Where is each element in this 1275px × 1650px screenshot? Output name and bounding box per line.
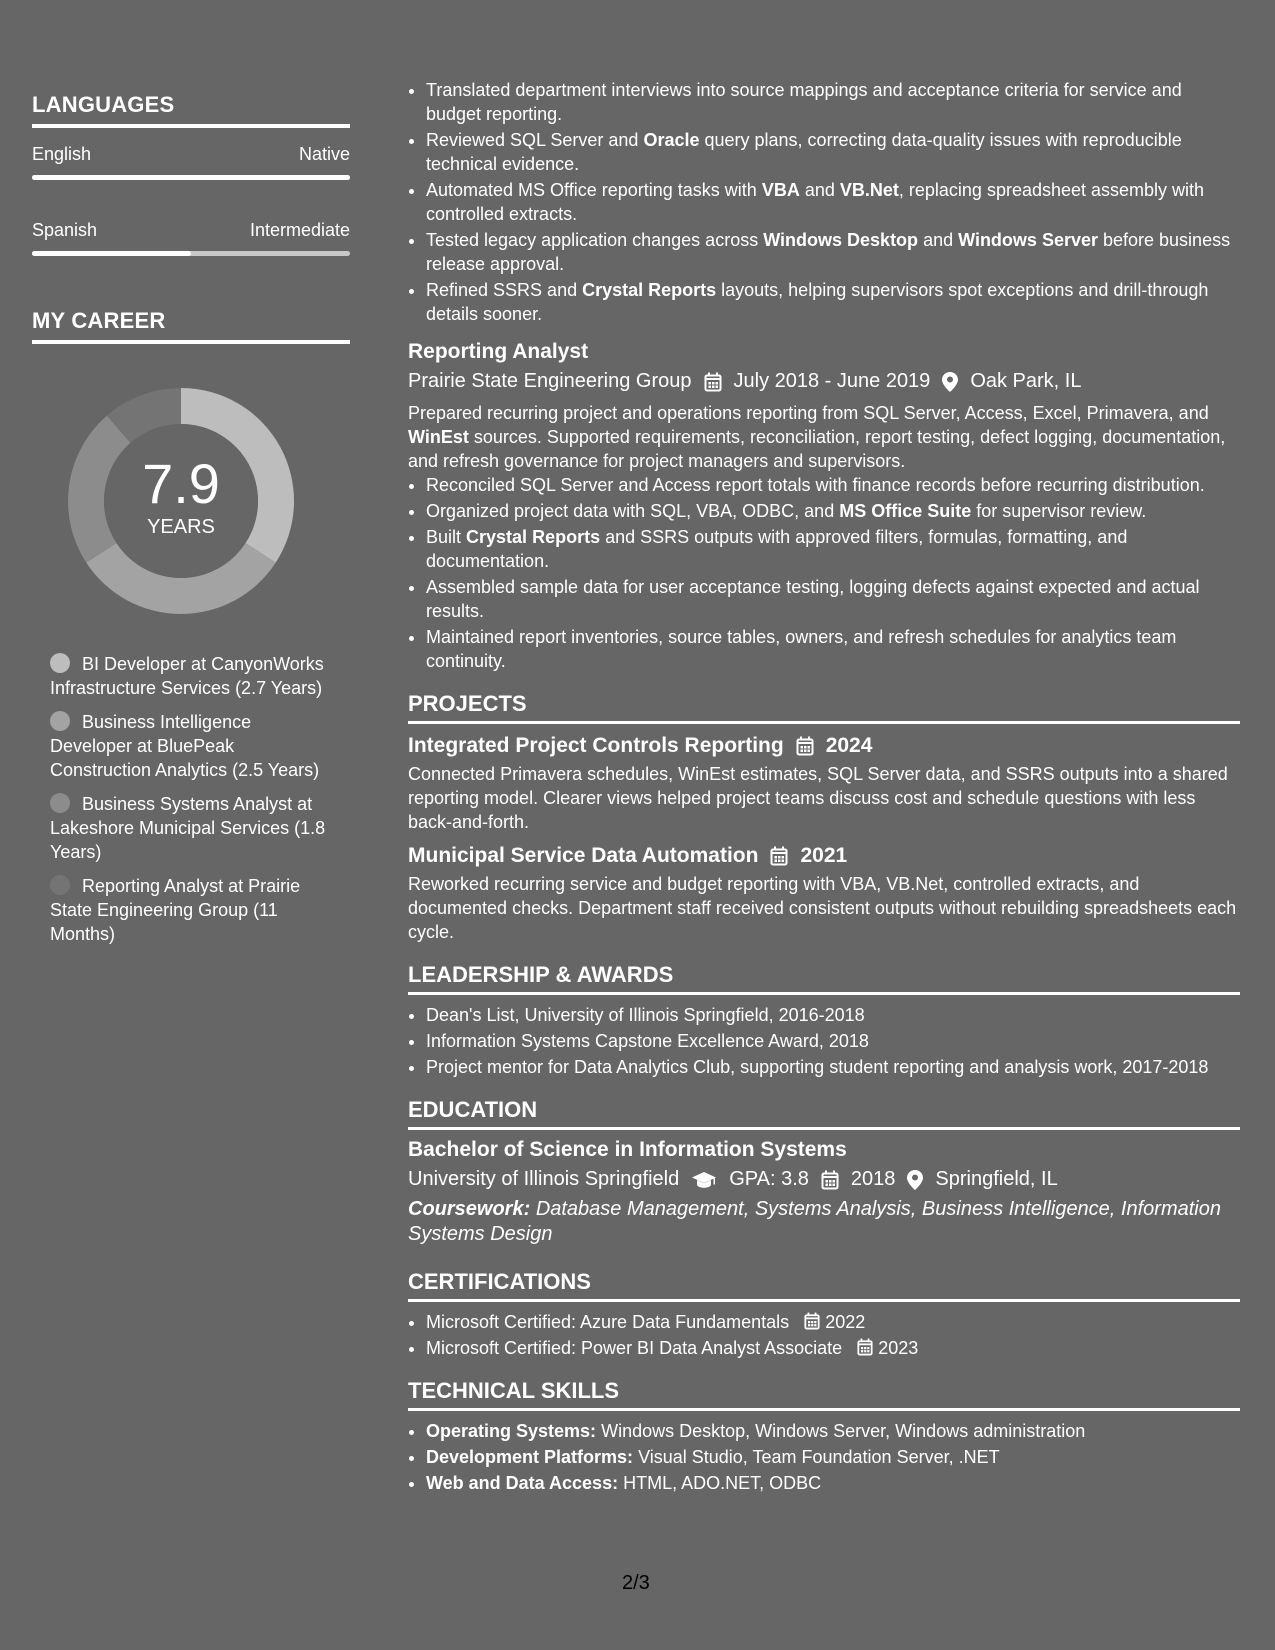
career-item (50, 652, 335, 700)
school-name: University of Illinois Springfield (408, 1168, 680, 1190)
education-meta (408, 1168, 1240, 1191)
job-location: Oak Park, IL (970, 370, 1082, 392)
project-description: Reworked recurring service and budget reporting with VBA, VB.Net, controlled extracts, and documented checks. Department staff received consistent outputs without rebuilding spreadsheets each cycle. (408, 874, 1237, 942)
career-total-label: YEARS (147, 516, 215, 538)
award-item: • Information Systems Capstone Excellence Award, 2018 (426, 1029, 1240, 1053)
coursework-label: Coursework: (408, 1198, 531, 1220)
language-bar-fill (32, 175, 350, 180)
job-meta (408, 370, 1240, 393)
legend-dot (50, 653, 70, 673)
language-spanish (32, 220, 350, 256)
coursework-list: Database Management, Systems Analysis, Business Intelligence, Information Systems Design (408, 1198, 1221, 1245)
certifications-heading: CERTIFICATIONS (408, 1269, 1240, 1302)
job-dates: July 2018 - June 2019 (733, 370, 931, 392)
career-donut-chart (66, 386, 296, 616)
language-english (32, 144, 350, 180)
skill-item (426, 1445, 1240, 1469)
skill-item (426, 1471, 1240, 1495)
project-item (408, 734, 1240, 834)
gpa: GPA: 3.8 (729, 1168, 809, 1190)
location-pin-icon (942, 372, 958, 392)
career-item (50, 710, 335, 782)
education-heading: EDUCATION (408, 1097, 1240, 1130)
bullet-item: • Tested legacy application changes across Windows Desktop and Windows Server before business release approval. (426, 228, 1240, 276)
legend-dot (50, 875, 70, 895)
career-item-text: BI Developer at CanyonWorks Infrastructure Services (2.7 Years) (50, 654, 324, 698)
bullet-item: • Translated department interviews into source mappings and acceptance criteria for service and budget reporting. (426, 78, 1240, 126)
bullet-item: • Built Crystal Reports and SSRS outputs with approved filters, formulas, formatting, and documentation. (426, 525, 1240, 573)
certification-year: 2023 (878, 1338, 919, 1358)
page-number: 2/3 (622, 1572, 650, 1594)
career-total-years: 7.9 (142, 452, 220, 515)
certification-item (426, 1310, 1240, 1334)
skill-label: Web and Data Access: (426, 1473, 619, 1493)
bullet-item: • Maintained report inventories, source tables, owners, and refresh schedules for analytics team continuity. (426, 625, 1240, 673)
certification-name: Microsoft Certified: Power BI Data Analyst Associate (426, 1338, 843, 1358)
graduation-cap-icon (691, 1171, 717, 1189)
certifications-list (408, 1310, 1240, 1360)
calendar-icon (804, 1312, 820, 1330)
career-total (66, 386, 296, 539)
award-item: • Project mentor for Data Analytics Club, supporting student reporting and analysis work, 2017-2018 (426, 1055, 1240, 1079)
language-name: Spanish (32, 220, 98, 240)
calendar-icon (857, 1338, 873, 1356)
calendar-icon (796, 736, 814, 756)
bullet-item: • Assembled sample data for user acceptance testing, logging defects against expected and actual results. (426, 575, 1240, 623)
languages-heading: LANGUAGES (32, 92, 350, 128)
language-bar (32, 175, 350, 180)
project-year: 2021 (800, 844, 848, 867)
calendar-icon (770, 846, 788, 866)
graduation-year: 2018 (850, 1168, 896, 1190)
bullet-item: • Organized project data with SQL, VBA, ODBC, and MS Office Suite for supervisor review. (426, 499, 1240, 523)
career-item-text: Reporting Analyst at Prairie State Engineering Group (11 Months) (50, 876, 301, 944)
project-title: Municipal Service Data Automation (408, 844, 759, 867)
project-year: 2024 (825, 734, 873, 757)
skills-list (408, 1419, 1240, 1495)
career-list (50, 652, 335, 946)
sidebar (32, 92, 350, 956)
job-company: Prairie State Engineering Group (408, 370, 692, 392)
skill-value: Windows Desktop, Windows Server, Windows administration (601, 1421, 1086, 1441)
degree-title: Bachelor of Science in Information Systems (408, 1138, 847, 1161)
job-summary: Prepared recurring project and operations reporting from SQL Server, Access, Excel, Primavera, and WinEst sources. Supported requirements, reconciliation, report testing, defect logging, documentation, and refresh governance for project managers and supervisors. (408, 403, 1226, 471)
skill-value: HTML, ADO.NET, ODBC (623, 1473, 822, 1493)
skill-value: Visual Studio, Team Foundation Server, .NET (638, 1447, 1000, 1467)
skill-label: Operating Systems: (426, 1421, 597, 1441)
certification-name: Microsoft Certified: Azure Data Fundamentals (426, 1312, 790, 1332)
skill-item (426, 1419, 1240, 1443)
career-item-text: Business Systems Analyst at Lakeshore Municipal Services (1.8 Years) (50, 794, 326, 862)
project-description: Connected Primavera schedules, WinEst estimates, SQL Server data, and SSRS outputs into a shared reporting model. Clearer views helped project teams discuss cost and schedule questions with less back-and-forth. (408, 764, 1228, 832)
language-name: English (32, 144, 92, 164)
language-level: Native (298, 144, 350, 164)
skills-heading: TECHNICAL SKILLS (408, 1378, 1240, 1411)
calendar-icon (704, 372, 722, 392)
school-location: Springfield, IL (935, 1168, 1058, 1190)
career-heading: MY CAREER (32, 308, 350, 344)
awards-list (408, 1003, 1240, 1079)
location-pin-icon (907, 1170, 923, 1190)
project-title: Integrated Project Controls Reporting (408, 734, 784, 757)
awards-heading: LEADERSHIP & AWARDS (408, 962, 1240, 995)
job-title: Reporting Analyst (408, 340, 589, 363)
main-content (408, 78, 1240, 1497)
bullet-item: • Reconciled SQL Server and Access report totals with finance records before recurring distribution. (426, 473, 1240, 497)
certification-item (426, 1336, 1240, 1360)
legend-dot (50, 711, 70, 731)
career-item (50, 792, 335, 864)
award-item: • Dean's List, University of Illinois Springfield, 2016-2018 (426, 1003, 1240, 1027)
projects-heading: PROJECTS (408, 691, 1240, 724)
language-bar-fill (32, 251, 191, 256)
bullet-item: • Reviewed SQL Server and Oracle query plans, correcting data-quality issues with reproducible technical evidence. (426, 128, 1240, 176)
job-bullets (408, 473, 1240, 673)
calendar-icon (821, 1170, 839, 1190)
language-bar (32, 251, 350, 256)
certification-year: 2022 (825, 1312, 866, 1332)
bullet-item: • Automated MS Office reporting tasks with VBA and VB.Net, replacing spreadsheet assembly with controlled extracts. (426, 178, 1240, 226)
prev-job-bullets (408, 78, 1240, 326)
career-item (50, 874, 335, 946)
project-item (408, 844, 1240, 944)
coursework (408, 1197, 1240, 1247)
legend-dot (50, 793, 70, 813)
bullet-item: • Refined SSRS and Crystal Reports layouts, helping supervisors spot exceptions and drill-through details sooner. (426, 278, 1240, 326)
career-item-text: Business Intelligence Developer at BluePeak Construction Analytics (2.5 Years) (50, 712, 320, 780)
language-level: Intermediate (249, 220, 350, 240)
skill-label: Development Platforms: (426, 1447, 634, 1467)
